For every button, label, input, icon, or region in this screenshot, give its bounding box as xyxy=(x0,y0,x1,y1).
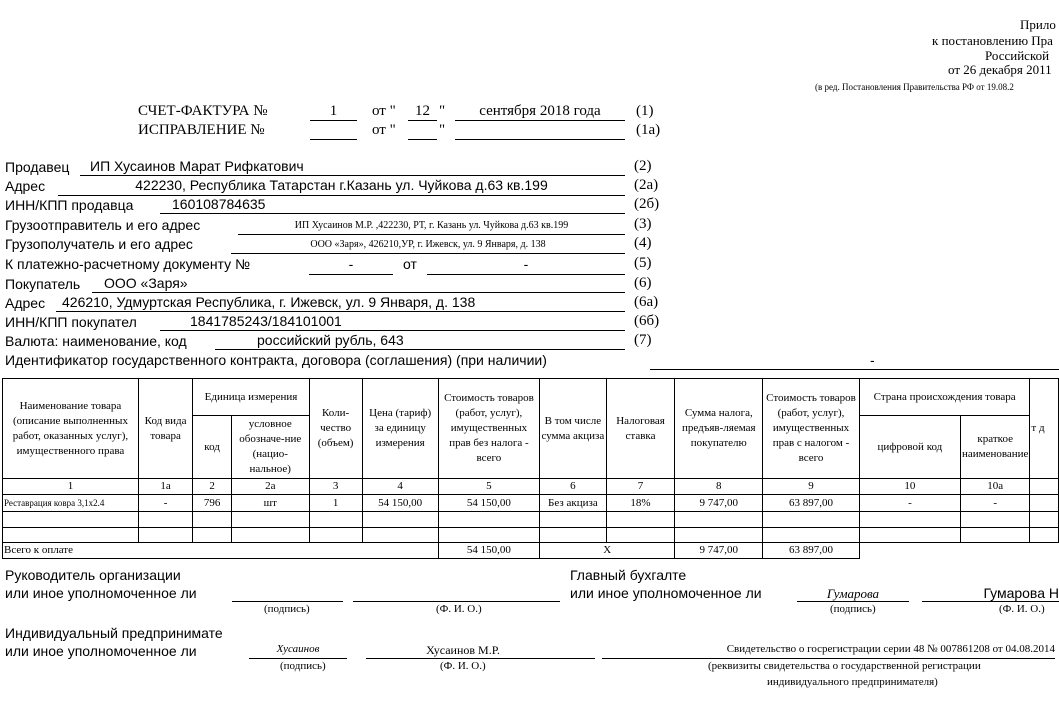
ip-label-2: или иное уполномоченное ли xyxy=(5,643,197,659)
code-1a: (1а) xyxy=(636,122,661,138)
col-number: 10а xyxy=(960,479,1029,495)
accountant-label-2: или иное уполномоченное ли xyxy=(570,585,762,601)
col-number: 3 xyxy=(309,479,362,495)
correction-day xyxy=(408,122,437,140)
field-label: К платежно-расчетному документу № xyxy=(5,256,251,272)
col-number: 4 xyxy=(362,479,438,495)
col-number: 2а xyxy=(231,479,309,495)
field-code: (7) xyxy=(634,332,652,348)
header-tax-rate: Налоговая ставка xyxy=(606,379,675,479)
field-code: (6б) xyxy=(634,313,660,329)
ip-name-caption: (Ф. И. О.) xyxy=(440,660,486,672)
col-number: 2 xyxy=(193,479,232,495)
head-label-1: Руководитель организации xyxy=(5,567,181,583)
invoice-day: 12 xyxy=(408,103,437,121)
field-label: Идентификатор государственного контракта, договора (соглашения) (при наличии) xyxy=(5,352,547,368)
header-excise: В том числе сумма акциза xyxy=(540,379,607,479)
header-cost-with-tax: Стоимость товаров (работ, услуг), имущественных прав с налогом - всего xyxy=(763,379,860,479)
header-quantity: Коли-чество (объем) xyxy=(309,379,362,479)
col-number xyxy=(1030,479,1059,495)
invoice-table xyxy=(2,378,1059,559)
table-row xyxy=(3,495,1059,512)
head-signature-caption: (подпись) xyxy=(264,603,310,615)
invoice-number: 1 xyxy=(310,103,357,121)
total-cost-without-tax: 54 150,00 xyxy=(438,543,539,559)
field-label: Грузоотправитель и его адрес xyxy=(5,217,201,233)
ip-signature-caption: (подпись) xyxy=(280,660,326,672)
header-price: Цена (тариф) за единицу измерения xyxy=(362,379,438,479)
seller-value: ИП Хусаинов Марат Рифкатович xyxy=(80,158,625,176)
table-header-row xyxy=(3,379,1059,416)
head-name-caption: (Ф. И. О.) xyxy=(436,603,482,615)
shipper-value: ИП Хусаинов М.Р. ,422230, РТ, г. Казань ул. Чуйкова д.63 кв.199 xyxy=(238,218,625,235)
field-code: (2) xyxy=(634,158,652,174)
currency-value: российский рубль, 643 xyxy=(215,332,625,350)
field-label: Покупатель xyxy=(5,276,81,292)
header-unit-code: код xyxy=(193,416,232,479)
field-label: Грузополучатель и его адрес xyxy=(5,236,193,252)
total-label: Всего к оплате xyxy=(3,543,439,559)
accountant-signature-caption: (подпись) xyxy=(830,603,876,615)
header-product-name: Наименование товара (описание выполненных работ, оказанных услуг), имущественного права xyxy=(3,379,139,479)
cell-quantity: 1 xyxy=(309,495,362,512)
header-country-name: краткое наименование xyxy=(960,416,1029,479)
divider xyxy=(560,658,595,659)
quote-close: " xyxy=(439,103,446,119)
seller-inn-value: 160108784635 xyxy=(160,196,625,214)
correction-label: ИСПРАВЛЕНИЕ № xyxy=(138,122,265,138)
cell-unit-symbol: шт xyxy=(231,495,309,512)
correction-date xyxy=(455,122,625,140)
payment-doc-number: - xyxy=(309,256,393,275)
header-country-code: цифровой код xyxy=(859,416,960,479)
cell-tax-amount: 9 747,00 xyxy=(675,495,763,512)
field-label: Адрес xyxy=(5,178,46,194)
total-excise: Х xyxy=(540,543,675,559)
ip-name: Хусаинов М.Р. xyxy=(366,643,560,659)
certificate-value: Свидетельство о госрегистрации серии 48 № 007861208 от 04.08.2014 xyxy=(602,643,1055,659)
field-code: (4) xyxy=(634,235,652,251)
field-code: (6) xyxy=(634,275,652,291)
header-unit-symbol: условное обозначе-ние (нацио-нальное) xyxy=(231,416,309,479)
col-number: 9 xyxy=(763,479,860,495)
appendix-line-2: к постановлению Пра xyxy=(932,33,1053,48)
head-name-field xyxy=(353,586,560,602)
field-code: (6а) xyxy=(634,294,659,310)
head-label-2: или иное уполномоченное ли xyxy=(5,585,197,601)
invoice-label: СЧЕТ-ФАКТУРА № xyxy=(138,103,268,119)
accountant-name-caption: (Ф. И. О.) xyxy=(999,603,1045,615)
cell-excise: Без акциза xyxy=(540,495,607,512)
cell-country-name: - xyxy=(960,495,1029,512)
cell-country-code: - xyxy=(859,495,960,512)
correction-from-label: от " xyxy=(372,122,396,138)
accountant-signature: Гумарова xyxy=(797,586,909,602)
col-number: 1а xyxy=(138,479,192,495)
appendix-line-4: от 26 декабря 2011 xyxy=(948,62,1052,77)
correction-quote: " xyxy=(439,122,446,138)
buyer-inn-value: 1841785243/184101001 xyxy=(160,313,625,331)
table-row-empty xyxy=(3,528,1059,543)
appendix-line-1: Прило xyxy=(1020,17,1056,32)
accountant-name: Гумарова Н xyxy=(922,585,1059,602)
code-1: (1) xyxy=(636,103,654,119)
correction-number xyxy=(310,122,357,140)
buyer-value: ООО «Заря» xyxy=(92,275,625,293)
total-row xyxy=(3,543,1059,559)
field-code: (5) xyxy=(634,255,652,271)
seller-address-value: 422230, Республика Татарстан г.Казань ул. Чуйкова д.63 кв.199 xyxy=(58,177,625,196)
field-code: (2б) xyxy=(634,196,660,212)
field-label: Продавец xyxy=(5,159,70,175)
cell-customs xyxy=(1030,495,1059,512)
col-number: 1 xyxy=(3,479,139,495)
certificate-caption-1: (реквизиты свидетельства о государственной регистрации xyxy=(708,660,981,672)
cell-product-name: Реставрация ковра 3,1х2.4 xyxy=(3,495,139,512)
col-number: 7 xyxy=(606,479,675,495)
field-label: Валюта: наименование, код xyxy=(5,333,187,349)
field-label: Адрес xyxy=(5,295,46,311)
header-country-group: Страна происхождения товара xyxy=(859,379,1030,416)
header-tax-amount: Сумма налога, предъяв-ляемая покупателю xyxy=(675,379,763,479)
contract-id-value: - xyxy=(650,352,1059,370)
consignee-value: ООО «Заря», 426210,УР, г. Ижевск, ул. 9 Января, д. 138 xyxy=(231,237,625,254)
field-code: (2а) xyxy=(634,177,659,193)
field-label: ИНН/КПП продавца xyxy=(5,197,134,213)
invoice-from-label: от " xyxy=(372,103,396,119)
cell-cost-with-tax: 63 897,00 xyxy=(763,495,860,512)
col-number: 8 xyxy=(675,479,763,495)
column-numbers-row xyxy=(3,479,1059,495)
buyer-address-value: 426210, Удмуртская Республика, г. Ижевск, ул. 9 Января, д. 138 xyxy=(56,294,625,312)
payment-doc-from-label: от xyxy=(403,256,417,272)
field-code: (3) xyxy=(634,216,652,232)
cell-unit-code: 796 xyxy=(193,495,232,512)
head-signature-field xyxy=(232,586,343,602)
col-number: 6 xyxy=(540,479,607,495)
field-label: ИНН/КПП покупател xyxy=(5,314,137,330)
header-cost-without-tax: Стоимость товаров (работ, услуг), имущественных прав без налога - всего xyxy=(438,379,539,479)
total-tax: 9 747,00 xyxy=(675,543,763,559)
header-customs-declaration: т д xyxy=(1030,379,1059,479)
accountant-label-1: Главный бухгалте xyxy=(570,567,687,583)
certificate-caption-2: индивидуального предпринимателя) xyxy=(767,676,938,688)
table-row-empty xyxy=(3,512,1059,528)
col-number: 10 xyxy=(859,479,960,495)
invoice-month-year: сентября 2018 года xyxy=(455,103,625,121)
col-number: 5 xyxy=(438,479,539,495)
appendix-line-5: (в ред. Постановления Правительства РФ от 19.08.2 xyxy=(815,82,1014,92)
appendix-line-3: Российской xyxy=(985,48,1050,63)
header-product-code: Код вида товара xyxy=(138,379,192,479)
ip-signature: Хусаинов xyxy=(249,643,347,659)
ip-label-1: Индивидуальный предпринимате xyxy=(5,625,223,641)
cell-tax-rate: 18% xyxy=(606,495,675,512)
cell-price: 54 150,00 xyxy=(362,495,438,512)
header-unit-group: Единица измерения xyxy=(193,379,309,416)
cell-product-code: - xyxy=(138,495,192,512)
cell-cost-without-tax: 54 150,00 xyxy=(438,495,539,512)
payment-doc-date: - xyxy=(427,256,625,275)
total-cost-with-tax: 63 897,00 xyxy=(763,543,860,559)
